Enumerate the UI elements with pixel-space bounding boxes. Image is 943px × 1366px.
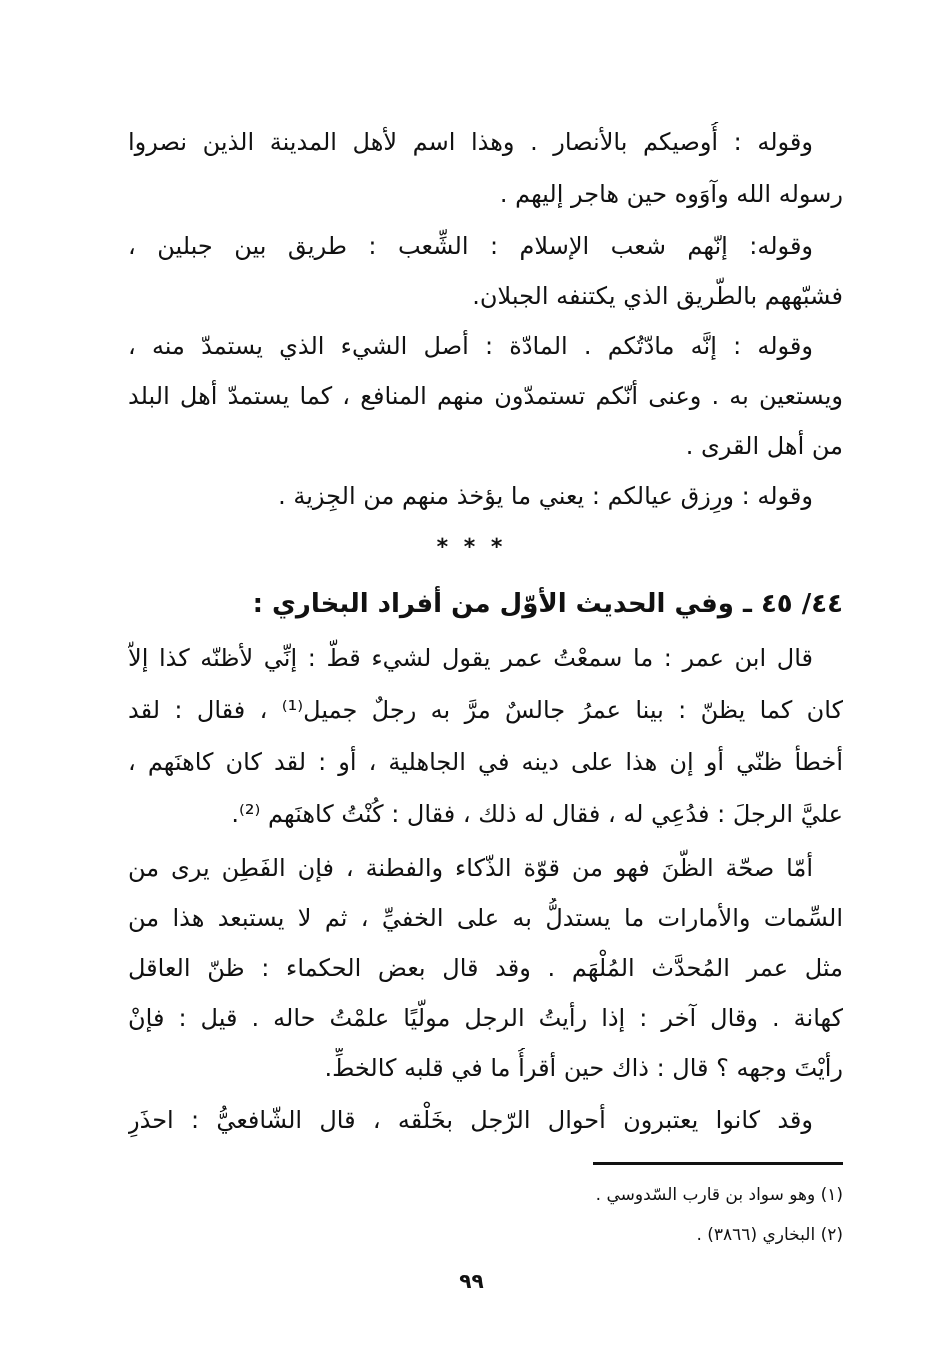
- section-heading: ٤٤/ ٤٥ ـ وفي الحديث الأوّل من أفراد البخاري :: [252, 589, 843, 619]
- footnote-divider: [593, 1162, 843, 1165]
- text-line: فشبّههم بالطّريق الذي يكتنفه الجبلان.: [472, 282, 843, 310]
- text-line: عليَّ الرجلَ : فدُعِي له ، فقال له ذلك ، فقال : كُنْتُ كاهنَهم ⁽²⁾.: [231, 800, 843, 828]
- text-line: رسوله الله وآوَوه حين هاجر إليهم .: [499, 180, 843, 208]
- text-line: وقوله : ورِزق عيالكم : يعني ما يؤخذ منهم من الجِزية .: [278, 482, 813, 510]
- page-number: ٩٩: [459, 1269, 484, 1293]
- text-line: ويستعين به . وعنى أنّكم تستمدّون منهم المنافع ، كما يستمدّ أهل البلد: [128, 382, 843, 410]
- text-line: وقوله : إنَّه مادّتُكم . المادّة : أصل الشيء الذي يستمدّ منه ،: [128, 332, 813, 360]
- text-line: السِّمات والأمارات ما يستدلُّ به على الخفيِّ ، ثم لا يستبعد هذا من: [128, 904, 843, 932]
- footnote: (٢) البخاري (٣٨٦٦) .: [696, 1225, 843, 1245]
- text-line: كان كما يظنّ : بينا عمرُ جالسٌ مرَّ به رجلٌ جميل⁽¹⁾ ، فقال : لقد: [128, 696, 843, 724]
- footnote: (١) وهو سواد بن قارب السّدوسي .: [595, 1185, 843, 1205]
- text-line: وقد كانوا يعتبرون أحوال الرّجل بخَلْقه ، قال الشّافعيُّ : احذَرِ: [128, 1106, 813, 1134]
- text-line: قال ابن عمر : ما سمعْتُ عمر يقول لشيء قطّ : إنِّي لأظنّه كذا إلاّ: [128, 644, 813, 672]
- text-line: وقوله : أُوصيكم بالأنصار . وهذا اسم لأهل المدينة الذين نصروا: [128, 128, 813, 156]
- text-line: أخطأ ظنّي أو إن هذا على دينه في الجاهلية ، أو : لقد كان كاهنَهم ،: [128, 748, 843, 776]
- text-line: كهانة . وقال آخر : إذا رأيتُ الرجل مولّيًا علمْتُ حاله . قيل : فإنْ: [128, 1004, 843, 1032]
- section-separator: * * *: [436, 535, 507, 560]
- text-line: من أهل القرى .: [685, 432, 843, 460]
- text-line: رأيْتَ وجهه ؟ قال : ذاك حين أقرأُ ما في قلبه كالخطِّ.: [324, 1054, 843, 1082]
- text-line: أمّا صحّة الظّنَ فهو من قوّة الذّكاء والفطنة ، فإن الفَطِن يرى من: [128, 854, 813, 882]
- text-line: مثل عمر المُحدَّث المُلْهَم . وقد قال بعض الحكماء : ظنّ العاقل: [128, 954, 843, 982]
- text-line: وقوله: إنّهم شعب الإسلام : الشِّعب : طريق بين جبلين ،: [128, 232, 813, 260]
